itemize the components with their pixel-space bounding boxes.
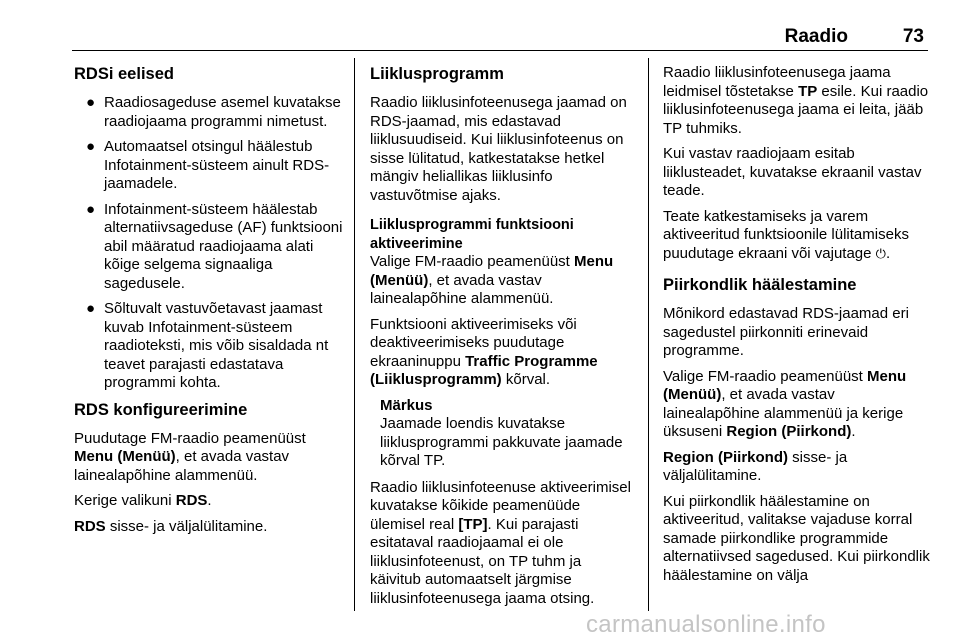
paragraph: Raadio liiklusinfoteenuse aktiveerimisel kuvatakse kõikide peamenüüde ülemisel real [TP]. Kui parajasti esitataval raadiojaamal ei ole liiklusinfoteenust, on TP tuhm ja käivitub automaatselt järgmise liiklusinfoteenusega jaama otsing. <box>370 478 631 607</box>
bullet-list <box>74 94 344 393</box>
paragraph: Mõnikord edastavad RDS-jaamad eri sagedustel piirkonniti erinevaid programme. <box>663 305 909 359</box>
watermark: carmanualsonline.info <box>586 611 826 638</box>
paragraph: Raadio liiklusinfoteenusega jaama leidmisel tõstetakse TP esile. Kui raadio liiklusinfoteenusega jaama ei leita, jääb TP tuhmiks. <box>663 64 929 137</box>
chapter-title: Raadio <box>784 26 848 47</box>
note-title: Märkus <box>380 396 433 414</box>
list-item: ● Raadiosageduse asemel kuvatakse raadiojaama programmi nimetust. <box>86 94 341 130</box>
paragraph: Region (Piirkond) sisse- ja väljalülitamine. <box>663 448 848 484</box>
paragraph: Funktsiooni aktiveerimiseks või deaktiveerimiseks puudutage ekraaninuppu Traffic Programme (Liiklusprogramm) kõrval. <box>370 315 598 388</box>
column-3 <box>663 58 933 592</box>
paragraph: Kerige valikuni RDS. <box>74 492 212 509</box>
list-item: ● Automaatsel otsingul häälestub Infotainment-süsteem ainult RDS-jaamadele. <box>86 138 330 192</box>
column-divider <box>648 58 649 611</box>
power-icon: ⏻ <box>875 245 886 261</box>
note-box <box>380 397 634 471</box>
header-rule <box>72 50 928 51</box>
column-1 <box>74 58 344 543</box>
paragraph: Puudutage FM-raadio peamenüüst Menu (Menüü), et avada vastav lainealapõhine alammenüü. <box>74 429 306 484</box>
column-divider <box>354 58 355 611</box>
section-heading: Piirkondlik häälestamine <box>663 276 857 294</box>
section-heading: RDS konfigureerimine <box>74 400 248 419</box>
section-heading: Liiklusprogramm <box>370 65 504 83</box>
page-header <box>72 24 928 50</box>
paragraph: Kui piirkondlik häälestamine on aktiveeritud, valitakse vajaduse korral samade piirkondlike programmide alternatiivsed sagedused. Kui piirkondlik häälestamine on välja <box>663 492 930 584</box>
bullet-icon: ● <box>86 300 96 317</box>
bullet-icon: ● <box>86 94 96 111</box>
paragraph: Teate katkestamiseks ja varem aktiveeritud funktsioonile lülitamiseks puudutage ekraani või vajutage ⏻. <box>663 207 909 262</box>
section-heading: RDSi eelised <box>74 65 174 83</box>
paragraph: Valige FM-raadio peamenüüst Menu (Menüü), et avada vastav lainealapõhine alammenüü ja kerige üksuseni Region (Piirkond). <box>663 367 907 440</box>
paragraph: Raadio liiklusinfoteenusega jaamad on RDS-jaamad, mis edastavad liiklusuudiseid. Kui liiklusinfoteenus on sisse lülitatud, katkestatakse hetkel mängiv heliallikas liiklusinfo vastuvõtmise ajaks. <box>370 94 627 204</box>
paragraph: Valige FM-raadio peamenüüst Menu (Menüü), et avada vastav lainealapõhine alammenüü. <box>370 253 614 307</box>
note-text: Jaamade loendis kuvatakse liiklusprogrammi pakkuvate jaamade kõrval TP. <box>380 415 623 469</box>
bullet-icon: ● <box>86 138 96 155</box>
list-item: ● Infotainment-süsteem häälestab alternatiivsageduse (AF) funktsiooni abil määratud raadiojaama alati kõige selgema signaaliga sagedusele. <box>86 200 343 292</box>
page-number: 73 <box>902 26 924 47</box>
paragraph: RDS sisse- ja väljalülitamine. <box>74 517 268 535</box>
list-item: ● Sõltuvalt vastuvõetavast jaamast kuvab Infotainment-süsteem raadioteksti, mis võib sisaldada nt teavet parajasti edastatava programmi kohta. <box>86 300 329 391</box>
paragraph: Kui vastav raadiojaam esitab liiklusteadet, kuvatakse ekraanil vastav teade. <box>663 145 922 199</box>
subsection-heading: Liiklusprogrammi funktsiooni aktiveerimine <box>370 217 574 252</box>
column-2 <box>370 58 634 615</box>
bullet-icon: ● <box>86 200 96 218</box>
